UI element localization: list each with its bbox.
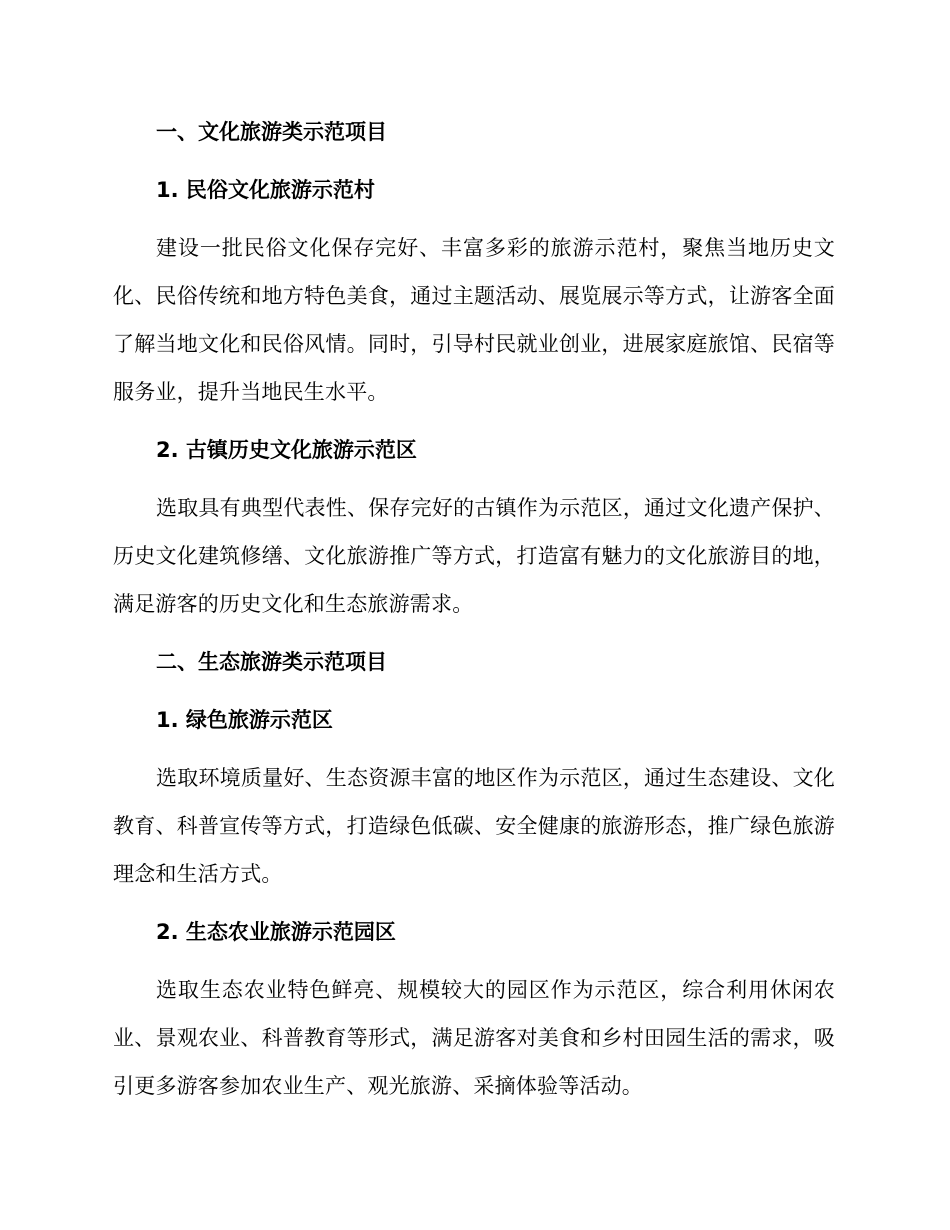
subheading-ancient-town-area: 2. 古镇历史文化旅游示范区 [156,438,417,462]
subheading-folk-culture-village: 1. 民俗文化旅游示范村 [156,178,375,202]
paragraph-green-tourism-area: 选取环境质量好、生态资源丰富的地区作为示范区，通过生态建设、文化教育、科普宣传等方式，打造绿色低碳、安全健康的旅游形态，推广绿色旅游理念和生活方式。 [113,766,835,886]
section-heading-eco-tourism: 二、生态旅游类示范项目 [156,650,387,674]
paragraph-eco-agriculture-park: 选取生态农业特色鲜亮、规模较大的园区作为示范区，综合利用休闲农业、景观农业、科普教育等形式，满足游客对美食和乡村田园生活的需求，吸引更多游客参加农业生产、观光旅游、采摘体验等活动。 [113,978,835,1098]
paragraph-ancient-town-area: 选取具有典型代表性、保存完好的古镇作为示范区，通过文化遗产保护、历史文化建筑修缮、文化旅游推广等方式，打造富有魅力的文化旅游目的地，满足游客的历史文化和生态旅游需求。 [113,496,835,616]
paragraph-folk-culture-village: 建设一批民俗文化保存完好、丰富多彩的旅游示范村，聚焦当地历史文化、民俗传统和地方特色美食，通过主题活动、展览展示等方式，让游客全面了解当地文化和民俗风情。同时，引导村民就业创业，进展家庭旅馆、民宿等服务业，提升当地民生水平。 [113,236,835,404]
document-body [113,108,835,1120]
section-heading-cultural-tourism: 一、文化旅游类示范项目 [156,120,387,144]
subheading-eco-agriculture-park: 2. 生态农业旅游示范园区 [156,920,396,944]
subheading-green-tourism-area: 1. 绿色旅游示范区 [156,708,333,732]
